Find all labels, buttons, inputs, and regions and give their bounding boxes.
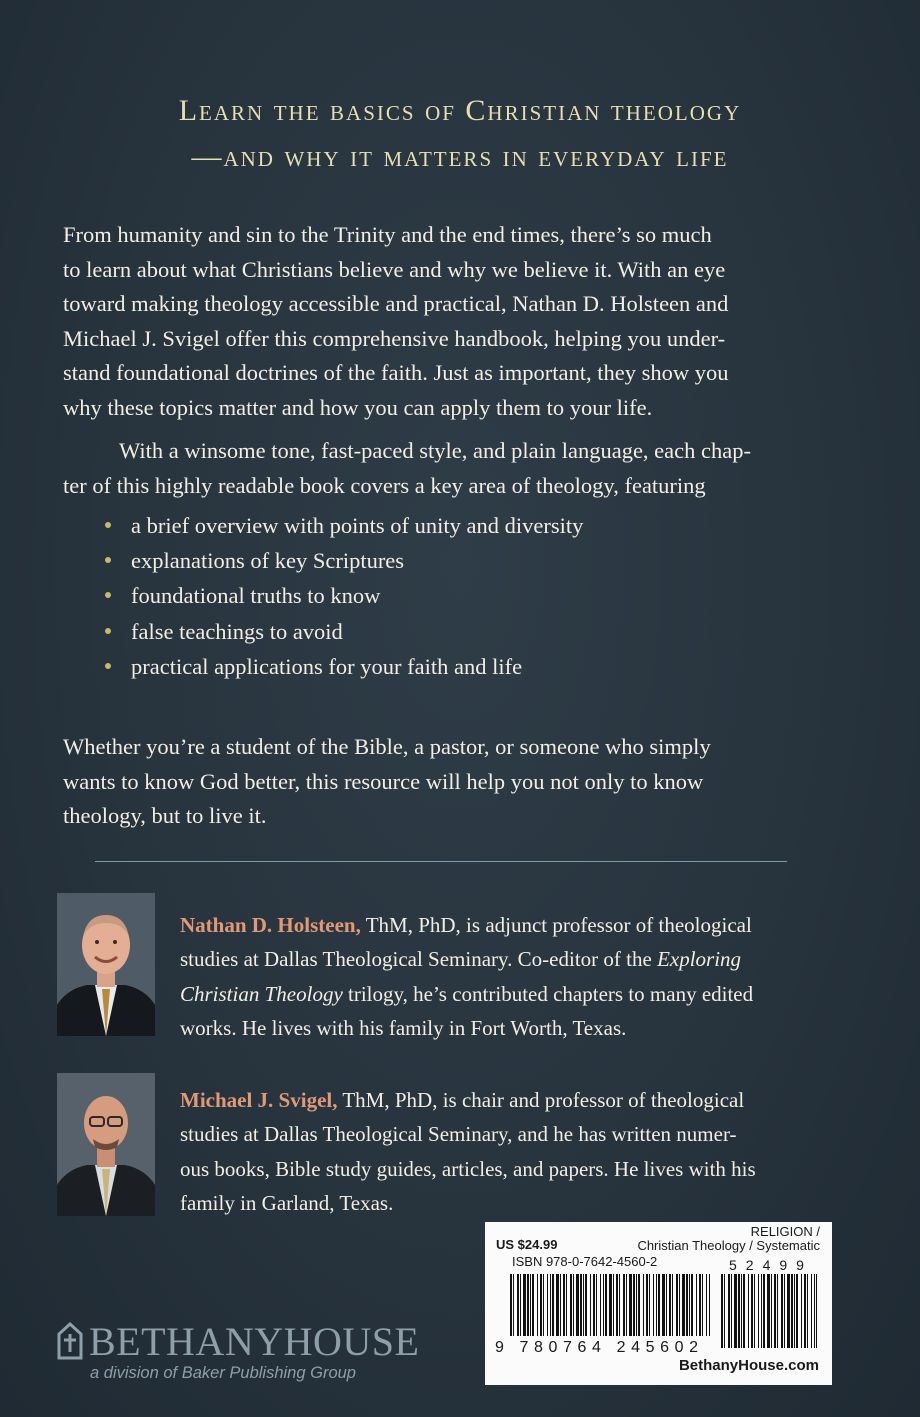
barcode-bar xyxy=(609,1274,612,1336)
barcode-bar xyxy=(600,1274,601,1336)
author-photo-svigel xyxy=(57,1073,155,1216)
barcode-bar xyxy=(636,1274,637,1336)
barcode-bar xyxy=(702,1274,703,1336)
barcode-bar xyxy=(724,1274,725,1348)
list-item: false teachings to avoid xyxy=(105,614,825,649)
barcode-bar xyxy=(658,1274,660,1336)
headline-line-1: Learn the basics of Christian theology xyxy=(178,94,742,127)
barcode-bar xyxy=(669,1274,671,1336)
barcode-bar xyxy=(781,1274,783,1348)
barcode-bar xyxy=(626,1274,627,1336)
barcode-bar xyxy=(696,1274,697,1336)
barcode-bar xyxy=(731,1274,732,1348)
bullet-icon xyxy=(105,663,111,669)
barcode-bar xyxy=(566,1274,567,1336)
barcode-bar xyxy=(653,1274,654,1336)
barcode-bar xyxy=(743,1274,745,1348)
barcode-bar xyxy=(643,1274,644,1336)
features-paragraph xyxy=(63,434,863,503)
barcode-bar xyxy=(728,1274,730,1348)
publisher-logo xyxy=(57,1318,419,1365)
author-name: Nathan D. Holsteen, xyxy=(180,913,361,937)
barcode-bar xyxy=(771,1274,772,1348)
barcode-bar xyxy=(570,1274,572,1336)
barcode-bar xyxy=(543,1274,544,1336)
barcode-bar xyxy=(791,1274,793,1348)
barcode-bar xyxy=(734,1274,737,1348)
bullet-icon xyxy=(105,628,111,634)
barcode-bar xyxy=(517,1274,519,1336)
barcode-bar xyxy=(649,1274,650,1336)
list-item: explanations of key Scriptures xyxy=(105,543,825,578)
intro-line: stand foundational doctrines of the faith. Just as important, they show you xyxy=(63,360,729,386)
barcode-bar xyxy=(527,1274,529,1336)
barcode-bar xyxy=(646,1274,648,1336)
price-supplement-barcode xyxy=(721,1274,817,1348)
barcode-bar xyxy=(633,1274,635,1336)
publisher-name: BETHANYHOUSE xyxy=(89,1319,420,1364)
category-line-2: Christian Theology / Systematic xyxy=(637,1238,820,1253)
barcode-bar xyxy=(767,1274,770,1348)
barcode-bar xyxy=(619,1274,620,1336)
intro-paragraph xyxy=(63,218,863,426)
barcode-bar xyxy=(796,1274,798,1348)
barcode-bar xyxy=(583,1274,584,1336)
headline-line-2: —and why it matters in everyday life xyxy=(191,140,729,173)
barcode-bar xyxy=(573,1274,574,1336)
barcode-bar xyxy=(629,1274,632,1336)
barcode-bar xyxy=(794,1274,795,1348)
barcode-bar xyxy=(656,1274,657,1336)
features-line: ter of this highly readable book covers a key area of theology, featuring xyxy=(63,472,706,498)
barcode-bar xyxy=(763,1274,765,1348)
barcode-bar xyxy=(532,1274,534,1336)
intro-line: why these topics matter and how you can apply them to your life. xyxy=(63,394,653,420)
barcode-bar xyxy=(613,1274,614,1336)
price: US $24.99 xyxy=(496,1237,558,1252)
barcode-bar xyxy=(748,1274,749,1348)
barcode-bar xyxy=(676,1274,678,1336)
barcode-bar xyxy=(638,1274,640,1336)
ean-barcode xyxy=(510,1274,710,1348)
portrait-icon xyxy=(57,1073,155,1216)
barcode-bar xyxy=(738,1274,740,1348)
closing-paragraph xyxy=(63,730,863,834)
barcode-bar xyxy=(699,1274,701,1336)
barcode-bar xyxy=(814,1274,815,1348)
bullet-icon xyxy=(105,522,111,528)
closing-line: Whether you’re a student of the Bible, a pastor, or someone who simply xyxy=(63,734,711,759)
barcode-label xyxy=(485,1222,832,1385)
publisher-website: BethanyHouse.com xyxy=(678,1357,819,1374)
barcode-bar xyxy=(540,1274,542,1336)
barcode-bar xyxy=(520,1274,521,1336)
barcode-bar xyxy=(576,1274,579,1336)
intro-line: toward making theology accessible and practical, Nathan D. Holsteen and xyxy=(63,291,729,317)
barcode-bar xyxy=(556,1274,559,1336)
barcode-digits: 9 780764 245602 xyxy=(495,1339,704,1356)
barcode-bar xyxy=(774,1274,776,1348)
intro-line: Michael J. Svigel offer this comprehensive handbook, helping you under- xyxy=(63,325,726,351)
barcode-bar xyxy=(758,1274,759,1348)
author-bio-holsteen: Nathan D. Holsteen, ThM, PhD, is adjunct professor of theological studies at Dallas Theological Seminary. Co-editor of the Exploring Christian Theology trilogy, he’s contributed chapters to many edited works. He lives with his family in Fort Worth, Texas. xyxy=(180,913,754,1040)
barcode-bar xyxy=(721,1274,723,1348)
barcode-bar xyxy=(513,1274,514,1336)
features-line: With a winsome tone, fast-paced style, and plain language, each chap- xyxy=(119,438,751,463)
barcode-bar xyxy=(603,1274,604,1336)
list-item: a brief overview with points of unity and diversity xyxy=(105,508,825,543)
isbn: ISBN 978-0-7642-4560-2 xyxy=(512,1254,658,1269)
barcode-bar xyxy=(537,1274,538,1336)
barcode-bar xyxy=(741,1274,742,1348)
barcode-bar xyxy=(787,1274,790,1348)
barcode-bar xyxy=(672,1274,673,1336)
barcode-bar xyxy=(593,1274,595,1336)
bullet-icon xyxy=(105,592,111,598)
author-photo-holsteen xyxy=(57,893,155,1036)
author-name: Michael J. Svigel, xyxy=(180,1088,338,1112)
barcode-bar xyxy=(623,1274,625,1336)
barcode-bar xyxy=(689,1274,690,1336)
barcode-bar xyxy=(616,1274,618,1336)
barcode-bar xyxy=(807,1274,808,1348)
author-bio-svigel: Michael J. Svigel, ThM, PhD, is chair and professor of theological studies at Dallas Theological Seminary, and he has written numer- ous books, Bible study guides, articles, and papers. He lives with his family in Garland, Texas. xyxy=(180,1088,756,1215)
divider xyxy=(95,861,787,862)
barcode-bar xyxy=(523,1274,526,1336)
barcode-bar xyxy=(801,1274,802,1348)
list-item: foundational truths to know xyxy=(105,578,825,613)
barcode-bar xyxy=(605,1274,607,1336)
portrait-icon xyxy=(57,893,155,1036)
category-line-1: RELIGION / xyxy=(750,1224,820,1239)
barcode-bar xyxy=(662,1274,665,1336)
barcode-bar xyxy=(682,1274,685,1336)
barcode-bar xyxy=(666,1274,667,1336)
publisher-subtitle: a division of Baker Publishing Group xyxy=(90,1364,356,1382)
bullet-icon xyxy=(105,557,111,563)
barcode-bar xyxy=(585,1274,587,1336)
barcode-bar xyxy=(709,1274,710,1336)
barcode-bar xyxy=(510,1274,512,1336)
feature-list xyxy=(105,508,825,684)
barcode-bar xyxy=(761,1274,762,1348)
barcode-bar xyxy=(706,1274,707,1336)
barcode-bar xyxy=(552,1274,554,1336)
barcode-bar xyxy=(691,1274,693,1336)
barcode-bar xyxy=(751,1274,753,1348)
barcode-bar xyxy=(784,1274,785,1348)
barcode-bar xyxy=(596,1274,597,1336)
bethany-house-emblem-icon xyxy=(57,1322,83,1362)
barcode-bar xyxy=(816,1274,817,1348)
barcode-bar xyxy=(563,1274,565,1336)
barcode-bar xyxy=(550,1274,551,1336)
closing-line: theology, but to live it. xyxy=(63,803,267,829)
barcode-bar xyxy=(686,1274,688,1336)
barcode-bar xyxy=(811,1274,812,1348)
intro-line: to learn about what Christians believe and why we believe it. With an eye xyxy=(63,256,726,282)
barcode-bar xyxy=(777,1274,778,1348)
barcode-bar xyxy=(754,1274,755,1348)
intro-line: From humanity and sin to the Trinity and the end times, there’s so much xyxy=(63,222,712,247)
barcode-bar xyxy=(590,1274,591,1336)
barcode-bar xyxy=(679,1274,680,1336)
headline xyxy=(0,88,920,180)
barcode-bar xyxy=(804,1274,806,1348)
supplement-digits: 52499 xyxy=(729,1257,813,1273)
closing-line: wants to know God better, this resource will help you not only to know xyxy=(63,768,704,794)
barcode-bar xyxy=(580,1274,582,1336)
barcode-bar xyxy=(547,1274,548,1336)
list-item: practical applications for your faith and life xyxy=(105,649,825,684)
barcode-bar xyxy=(530,1274,531,1336)
barcode-bar xyxy=(560,1274,561,1336)
